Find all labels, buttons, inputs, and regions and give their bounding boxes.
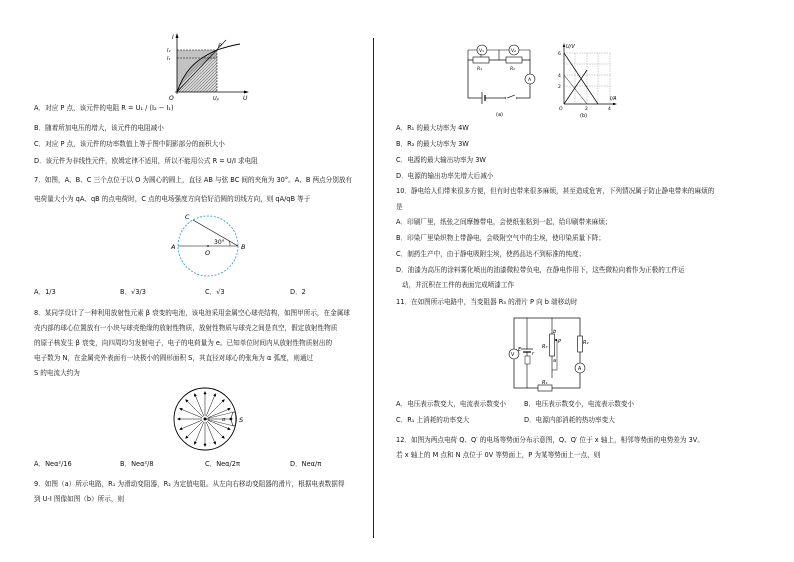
electron-ray-arrowhead bbox=[180, 408, 183, 410]
ammeter-a-label: A bbox=[528, 78, 532, 83]
q8-option-d: D．Neα/π bbox=[290, 460, 322, 468]
q8-option-b: B．Neα²/8 bbox=[120, 460, 154, 468]
axis-label-u-v: U/V bbox=[566, 44, 575, 50]
electron-ray bbox=[187, 421, 203, 437]
q8-line-1: 8．某同学设计了一种利用放射性元素 β 衰变的电池，该电池采用金属空心球壳结构，如图甲所示，在金属球 bbox=[34, 309, 350, 317]
q9-option-b: B．R₂ 的最大功率为 3W bbox=[396, 140, 469, 148]
q10-option-d-1: D．油漆为高压的涂料雾化喷出的油漆微粒带负电，在静电作用下，这些微粒向着作为正极的工件运 bbox=[396, 266, 685, 274]
q10-option-d-2: 动，并沉积在工件的表面完成喷漆工作 bbox=[402, 281, 515, 289]
voltmeter-v1-label: V₁ bbox=[479, 49, 484, 54]
q10-line-1: 10．静电给人们带来很多方便，但有时也带来很多麻烦，甚至造成危害，下列情况属于防止静电带来的麻烦的 bbox=[396, 187, 715, 195]
q8-option-c: C．Neα/2π bbox=[205, 460, 240, 468]
voltmeter-v-label: V bbox=[511, 353, 515, 358]
q7-line-2: 电荷量大小为 qA、qB 的点电荷时，C 点的电场强度方向恰好沿圆的切线方向，则 qA/qB 等于 bbox=[34, 195, 311, 203]
q11-circuit bbox=[502, 312, 592, 396]
q9-option-c: C．电源的最大输出功率为 3W bbox=[396, 156, 486, 164]
q6-option-d: D．该元件为非线性元件，欧姆定律不适用，所以不能用公式 R = U/I 求电阻 bbox=[34, 157, 258, 165]
q7-option-a: A．1/3 bbox=[34, 288, 56, 296]
q11-line-1: 11．在如图所示电路中，当变阻器 R₃ 的滑片 P 向 b 端移动时 bbox=[396, 298, 578, 306]
electron-ray-arrowhead bbox=[213, 394, 215, 397]
right-column bbox=[384, 0, 794, 562]
electron-ray-arrowhead bbox=[178, 418, 181, 420]
ammeter-a-label-11: A bbox=[578, 367, 582, 372]
angle-label: 30° bbox=[214, 239, 225, 246]
point-o-label: O bbox=[205, 249, 211, 257]
origin-label-b: O bbox=[559, 107, 563, 112]
q8-line-3: 的原子核发生 β 衰变，向四周均匀发射电子，电子的电荷量为 e。已知单位时间内从放射性物质射出的 bbox=[34, 339, 333, 347]
q11-option-c: C．R₁ 上消耗的功率变大 bbox=[396, 416, 470, 424]
tick-y-6: 6 bbox=[558, 52, 561, 57]
q8-option-a: A．Neα²/16 bbox=[34, 460, 72, 468]
terminal-b-label: b bbox=[553, 329, 557, 335]
resistor-r2-label: R₂ bbox=[510, 67, 515, 72]
q6-option-b: B．随着所加电压的增大，该元件的电阻减小 bbox=[34, 124, 164, 132]
electron-ray bbox=[206, 422, 214, 442]
resistor-r1-label: R₁ bbox=[477, 67, 482, 72]
axis-label-u: U bbox=[243, 95, 248, 102]
emf-e-label: E bbox=[518, 347, 522, 353]
q11-option-a: A．电压表示数变大，电流表示数变小 bbox=[396, 400, 507, 408]
q11-option-d: D．电源内部消耗的热功率变大 bbox=[524, 416, 615, 424]
q7-option-d: D．2 bbox=[290, 288, 306, 296]
internal-r-label: r bbox=[532, 351, 535, 357]
q6-iu-graph bbox=[160, 30, 255, 102]
q7-option-b: B．√3/3 bbox=[120, 288, 146, 296]
q8-line-4: 电子数为 N，在金属壳外表面有一块极小的圆形面积 S，其直径对球心的张角为 α 弧度，则通过 bbox=[34, 354, 314, 362]
electron-ray bbox=[195, 422, 203, 442]
electron-ray-arrowhead bbox=[194, 394, 196, 397]
terminal-a-label: a bbox=[553, 358, 557, 364]
q8-line-2: 壳内部的球心位置放有一小块与球壳绝缘的放射性物质，放射性物质与球壳之间是真空，假定放射性物质 bbox=[34, 324, 338, 332]
voltmeter-v2-label: V₂ bbox=[511, 49, 516, 54]
q7-line-1: 7．如图，A、B、C 三个点位于以 O 为圆心的圆上，直径 AB 与弦 BC 间的夹角为 30°。A、B 两点分别放有 bbox=[34, 176, 353, 184]
tick-label-up: $U_P$ bbox=[213, 96, 219, 102]
q10-option-a: A．印刷厂里，纸张之间摩擦带电，会使纸张粘到一起，给印刷带来麻烦； bbox=[396, 218, 612, 226]
tick-label-i2: I₂ bbox=[167, 48, 171, 54]
point-c-label: C bbox=[185, 213, 190, 221]
resistor-r2-label-11: R₂ bbox=[583, 340, 589, 346]
electron-ray-arrowhead bbox=[228, 427, 231, 429]
fig-a-caption: (a) bbox=[496, 112, 503, 118]
q12-line-1: 12．如图为两点电荷 Q、Q′ 的电场等势面分布示意图，Q、Q′ 位于 x 轴上，相邻等势面的电势差为 3V。 bbox=[396, 436, 704, 444]
q12-line-2: 若 x 轴上的 M 点和 N 点位于 0V 等势面上，P 为某等势面上一点，则 bbox=[396, 451, 601, 459]
q10-line-2: 是 bbox=[396, 203, 403, 211]
resistor-r3-label: R₃ bbox=[542, 344, 548, 350]
q9-line-2: 到 U-I 图像如图（b）所示，则 bbox=[34, 495, 125, 503]
electron-ray-arrowhead bbox=[194, 442, 196, 445]
electron-ray bbox=[206, 396, 214, 416]
q8-sphere-diagram bbox=[168, 384, 248, 454]
electron-ray-arrowhead bbox=[213, 442, 215, 445]
q9-option-a: A．R₁ 的最大功率为 4W bbox=[396, 124, 469, 132]
electron-ray bbox=[207, 421, 223, 437]
tick-y-2: 2 bbox=[558, 85, 561, 90]
axis-label-i: I bbox=[172, 34, 174, 41]
q11-option-b: B．电压表示数变小，电流表示数变小 bbox=[524, 400, 635, 408]
electron-ray bbox=[182, 409, 202, 417]
point-a-label: A bbox=[171, 243, 176, 251]
q9-option-d: D．电源的输出功率先增大后减小 bbox=[396, 172, 494, 180]
fig-b-caption: (b) bbox=[580, 113, 588, 119]
q9-circuit-a bbox=[462, 40, 542, 120]
point-b-label: B bbox=[241, 243, 246, 251]
tick-y-4: 4 bbox=[558, 74, 561, 79]
q7-option-c: C．√3 bbox=[205, 288, 225, 296]
resistor-r1-label-11: R₁ bbox=[542, 380, 548, 386]
electron-ray-arrowhead bbox=[204, 392, 206, 395]
electron-ray bbox=[187, 401, 203, 417]
tick-x-4: 4 bbox=[608, 107, 611, 112]
axis-label-i-a: I/A bbox=[610, 96, 617, 102]
left-column bbox=[0, 0, 380, 562]
electron-ray-arrowhead bbox=[204, 444, 206, 447]
q6-option-c: C．对应 P 点，该元件的功率数值上等于图中阴影部分的面积大小 bbox=[34, 140, 225, 148]
tick-x-2: 2 bbox=[585, 107, 588, 112]
q8-line-5: S 的电流大约为 bbox=[34, 369, 80, 377]
electron-ray bbox=[182, 420, 202, 428]
point-p-label: P bbox=[218, 43, 222, 50]
electron-ray bbox=[195, 396, 203, 416]
q6-option-a: A．对应 P 点，该元件的电阻 R = U₁ / (I₂ − I₁) bbox=[34, 104, 174, 112]
q10-option-b: B．印染厂里染织物上带静电，会吸附空气中的尘埃，使印染质量下降； bbox=[396, 234, 605, 242]
q9-ui-graph-b bbox=[554, 40, 619, 120]
slider-p-label: P bbox=[558, 339, 562, 345]
origin-label: O bbox=[169, 95, 174, 102]
q10-option-c: C．制药生产中，由于静电吸附尘埃，使药品达不到标准的纯度； bbox=[396, 250, 586, 258]
electron-ray-arrowhead bbox=[228, 408, 231, 410]
electron-ray bbox=[207, 401, 223, 417]
area-s-label: S bbox=[239, 416, 244, 424]
q7-circle-diagram bbox=[168, 210, 253, 282]
tick-label-i1: I₁ bbox=[167, 56, 171, 62]
q9-line-1: 9．如图（a）所示电路，R₁ 为滑动变阻器，R₂ 为定值电阻。从左向右移动变阻器的滑片，根据电表数据得 bbox=[34, 480, 345, 488]
electron-ray-arrowhead bbox=[180, 427, 183, 429]
angle-alpha-label: α bbox=[222, 417, 226, 423]
